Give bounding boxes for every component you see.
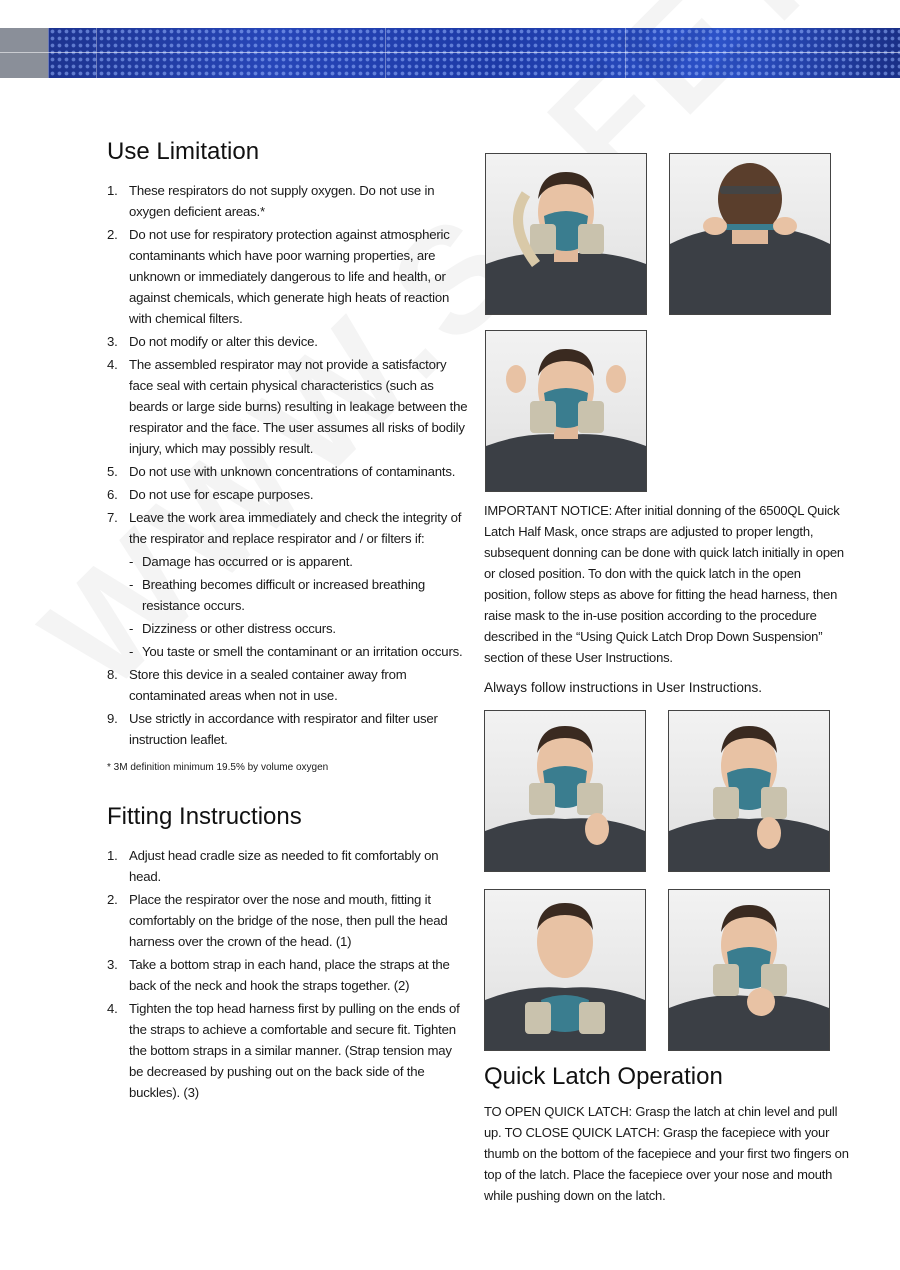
quick-latch-photo-2 [668, 710, 830, 872]
item-text: Do not use for escape purposes. [129, 487, 314, 502]
list-item [107, 664, 469, 706]
fitting-title: Fitting Instructions [107, 803, 302, 830]
list-item [107, 954, 469, 996]
item-text: Leave the work area immediately and check the integrity of the respirator and replace respirator and / or filters if: [129, 510, 462, 546]
sub-list-item: - Breathing becomes difficult or increased breathing resistance occurs. [129, 577, 425, 613]
item-text: Tighten the top head harness first by pulling on the ends of the straps to achieve a comfortable and secure fit. Tighten the bottom straps in a similar manner. (Strap tension may be decreased by pushing out on the back side of the buckles). (3) [129, 1001, 460, 1100]
item-number: 8. [107, 667, 118, 682]
list-item [107, 180, 469, 222]
banner-vline [625, 28, 626, 78]
sub-item-text: You taste or smell the contaminant or an irritation occurs. [142, 644, 463, 659]
item-number: 1. [107, 848, 118, 863]
sub-list-item: - Dizziness or other distress occurs. [129, 621, 336, 636]
banner-vline [385, 28, 386, 78]
item-text: Do not use with unknown concentrations of contaminants. [129, 464, 456, 479]
sub-list-item: - Damage has occurred or is apparent. [129, 554, 353, 569]
item-number: 3. [107, 957, 118, 972]
list-item [107, 708, 469, 750]
sub-list [129, 551, 469, 662]
banner-vline [48, 28, 49, 78]
list-item [107, 461, 469, 482]
sub-item-text: Damage has occurred or is apparent. [142, 554, 353, 569]
quick-latch-photo-3 [484, 889, 646, 1051]
use-limitation-list [107, 180, 469, 750]
sub-item-text: Breathing becomes difficult or increased breathing resistance occurs. [142, 577, 425, 613]
list-item [107, 331, 469, 352]
item-number: 2. [107, 892, 118, 907]
item-text: Do not use for respiratory protection against atmospheric contaminants which have poor warning properties, are unknown or immediately dangerous to life and health, or against chemicals, which generate high heats of reaction with chemical filters. [129, 227, 450, 326]
item-text: Do not modify or alter this device. [129, 334, 318, 349]
left-column [107, 138, 469, 1105]
quick-latch-photo-4 [668, 889, 830, 1051]
item-text: Store this device in a sealed container away from contaminated areas when not in use. [129, 667, 407, 703]
list-item [107, 224, 469, 329]
footnote: * 3M definition minimum 19.5% by volume oxygen [107, 762, 329, 773]
item-text: Adjust head cradle size as needed to fit comfortably on head. [129, 848, 439, 884]
list-item [107, 845, 469, 887]
item-number: 4. [107, 357, 118, 372]
item-text: The assembled respirator may not provide a satisfactory face seal with certain physical characteristics (such as beards or large side burns) resulting in leakage between the respirator and the face. The user assumes all risks of bodily injury, which may possibly result. [129, 357, 468, 456]
banner-vline [96, 28, 97, 78]
list-item [107, 354, 469, 459]
quick-latch-title: Quick Latch Operation [484, 1063, 723, 1090]
item-number: 4. [107, 1001, 118, 1016]
fitting-photo-2 [669, 153, 831, 315]
item-number: 3. [107, 334, 118, 349]
quick-latch-text: TO OPEN QUICK LATCH: Grasp the latch at chin level and pull up. TO CLOSE QUICK LATCH: Grasp the facepiece with your thumb on the bottom of the facepiece and your first two fingers on top of the latch. Place the facepiece over your nose and mouth while pushing down on the latch. [484, 1104, 849, 1203]
item-number: 2. [107, 227, 118, 242]
item-number: 5. [107, 464, 118, 479]
list-item [107, 998, 469, 1103]
sub-list-item: - You taste or smell the contaminant or an irritation occurs. [129, 644, 463, 659]
always-follow-note: Always follow instructions in User Instructions. [484, 680, 763, 695]
quick-latch-photo-1 [484, 710, 646, 872]
fitting-list [107, 845, 469, 1103]
sub-item-text: Dizziness or other distress occurs. [142, 621, 336, 636]
item-text: Use strictly in accordance with respirator and filter user instruction leaflet. [129, 711, 438, 747]
item-number: 9. [107, 711, 118, 726]
important-notice: IMPORTANT NOTICE: After initial donning of the 6500QL Quick Latch Half Mask, once straps are adjusted to proper length, subsequent donning can be done with quick latch initially in open or closed position. To don with the quick latch in the open position, follow steps as above for fitting the head harness, then raise mask to the in-use position according to the procedure described in the “Using Quick Latch Drop Down Suspension” section of these User Instructions. [484, 503, 844, 665]
list-item [107, 889, 469, 952]
fitting-photo-1 [485, 153, 647, 315]
list-item [107, 507, 469, 662]
use-limitation-title: Use Limitation [107, 138, 260, 165]
fitting-photo-3 [485, 330, 647, 492]
item-text: Take a bottom strap in each hand, place the straps at the back of the neck and hook the straps together. (2) [129, 957, 450, 993]
item-text: Place the respirator over the nose and mouth, fitting it comfortably on the bridge of the nose, then pull the head harness over the crown of the head. (1) [129, 892, 448, 949]
item-text: These respirators do not supply oxygen. Do not use in oxygen deficient areas.* [129, 183, 435, 219]
item-number: 1. [107, 183, 118, 198]
header-banner [0, 28, 900, 78]
item-number: 6. [107, 487, 118, 502]
banner-pattern [0, 28, 900, 78]
banner-divider [0, 52, 900, 53]
item-number: 7. [107, 510, 118, 525]
banner-grey-block [0, 28, 48, 78]
list-item [107, 484, 469, 505]
